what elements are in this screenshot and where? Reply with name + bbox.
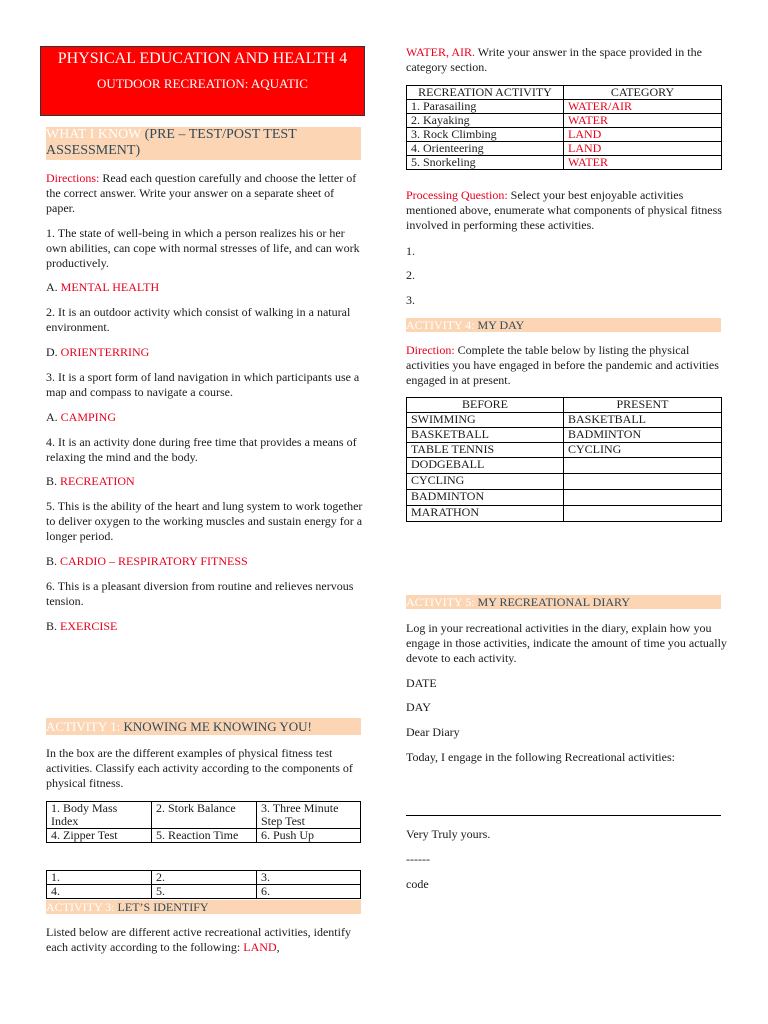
table-row (47, 802, 361, 829)
table-header-row (407, 398, 722, 413)
diary-writing-line[interactable] (406, 815, 721, 816)
comma: , (276, 940, 280, 954)
table-row (407, 428, 722, 443)
diary-dashes: ------ (406, 852, 430, 866)
answer-cell[interactable]: 2. (152, 871, 257, 885)
processing-item-3: 3. (406, 293, 415, 307)
before-cell: DODGEBALL (407, 458, 564, 474)
direction-label: Direction: (406, 343, 455, 357)
directions-text: Read each question carefully and choose the letter of the correct answer. Write your answer on a separate sheet of paper. (46, 171, 357, 215)
answer-3 (46, 410, 116, 425)
present-cell[interactable] (564, 506, 722, 522)
diary-today: Today, I engage in the following Recreational activities: (406, 750, 675, 764)
table-cell: 3. Three Minute Step Test (257, 802, 361, 829)
recreation-table (406, 85, 722, 170)
present-cell[interactable] (564, 490, 722, 506)
table-cell: 2. Stork Balance (152, 802, 257, 829)
answer-6 (46, 619, 117, 634)
page-subtitle: OUTDOOR RECREATION: AQUATIC (97, 76, 308, 91)
activity-5-title: MY RECREATIONAL DIARY (477, 595, 630, 609)
category-cell[interactable]: LAND (564, 128, 722, 142)
table-row (407, 100, 722, 114)
table-row (407, 413, 722, 428)
answer-text: EXERCISE (60, 619, 118, 633)
before-cell: TABLE TENNIS (407, 443, 564, 458)
table-cell: 6. Push Up (257, 829, 361, 843)
activity-1-label: ACTIVITY 1: (46, 719, 124, 734)
activity-5-text: Log in your recreational activities in the diary, explain how you engage in those activities, indicate the amount of time you actually devote to each activity. (406, 621, 727, 665)
direction-text: Complete the table below by listing the physical activities you have engaged in before the pandemic and activities engaged in at present. (406, 343, 719, 387)
activity-3-text (46, 925, 364, 955)
answer-5 (46, 554, 248, 569)
present-cell[interactable] (564, 474, 722, 490)
activity-4-label: ACTIVITY 4: (406, 318, 478, 332)
answer-letter: B. (46, 619, 61, 633)
land-keyword: LAND (243, 940, 277, 954)
category-cell[interactable]: LAND (564, 142, 722, 156)
answer-letter: A. (46, 410, 61, 424)
activity-3-title: LET’S IDENTIFY (117, 900, 209, 914)
answer-cell[interactable]: 3. (257, 871, 361, 885)
category-cell[interactable]: WATER (564, 156, 722, 170)
question-1: 1. The state of well-being in which a person realizes his or her own abilities, can cope with normal stresses of life, and can work productively. (46, 226, 360, 270)
answer-text: MENTAL HEALTH (60, 280, 160, 294)
answer-cell[interactable]: 5. (152, 885, 257, 899)
answer-letter: A. (46, 280, 61, 294)
activity-cell: 1. Parasailing (407, 100, 564, 114)
activity-1-title: KNOWING ME KNOWING YOU! (123, 719, 312, 734)
table-row (407, 142, 722, 156)
processing-item-2: 2. (406, 268, 415, 282)
diary-greeting: Dear Diary (406, 725, 460, 739)
answer-text: RECREATION (60, 474, 135, 488)
activity-cell: 3. Rock Climbing (407, 128, 564, 142)
table-header-row (407, 86, 722, 100)
table-row (407, 506, 722, 522)
answer-letter: B. (46, 474, 61, 488)
table-row (407, 474, 722, 490)
activity-4-direction (406, 343, 728, 388)
activity-cell: 4. Orienteering (407, 142, 564, 156)
activity-5-header (406, 595, 721, 609)
table-cell: 4. Zipper Test (47, 829, 152, 843)
fitness-test-table (46, 801, 361, 843)
activity-cell: 2. Kayaking (407, 114, 564, 128)
question-2: 2. It is an outdoor activity which consist of walking in a natural environment. (46, 305, 351, 334)
activity-4-title: MY DAY (477, 318, 525, 332)
answer-text: ORIENTERRING (60, 345, 150, 359)
present-cell[interactable]: BADMINTON (564, 428, 722, 443)
diary-date: DATE (406, 676, 437, 690)
table-cell: 5. Reaction Time (152, 829, 257, 843)
before-cell: MARATHON (407, 506, 564, 522)
activity-3-label: ACTIVITY 3: (46, 900, 118, 914)
answer-cell[interactable]: 4. (47, 885, 152, 899)
table-row (407, 114, 722, 128)
activity-1-header (46, 718, 361, 735)
question-6: 6. This is a pleasant diversion from routine and relieves nervous tension. (46, 579, 354, 608)
table-cell: 1. Body Mass Index (47, 802, 152, 829)
question-3: 3. It is a sport form of land navigation in which participants use a map and compass to navigate a course. (46, 370, 360, 399)
before-cell: SWIMMING (407, 413, 564, 428)
table-row (47, 829, 361, 843)
directions (46, 171, 364, 216)
present-cell[interactable]: CYCLING (564, 443, 722, 458)
water-air-keywords: WATER, AIR. (406, 45, 475, 59)
title-box (40, 46, 365, 116)
directions-label: Directions: (46, 171, 100, 185)
page-title: PHYSICAL EDUCATION AND HEALTH 4 (57, 50, 348, 67)
activity-3-header (46, 900, 361, 914)
header-recreation-activity: RECREATION ACTIVITY (407, 86, 564, 100)
table-row (47, 871, 361, 885)
table-row (407, 156, 722, 170)
question-5: 5. This is the ability of the heart and lung system to work together to deliver oxygen to the working muscles and sustain energy for a longer period. (46, 499, 363, 543)
activity-3-instruction: Listed below are different active recreational activities, identify each activity according to the following: (46, 925, 351, 954)
fitness-answer-table (46, 870, 361, 899)
answer-1 (46, 280, 159, 295)
before-cell: CYCLING (407, 474, 564, 490)
header-present: PRESENT (564, 398, 722, 413)
answer-cell[interactable]: 6. (257, 885, 361, 899)
activity-5-label: ACTIVITY 5: (406, 595, 478, 609)
category-cell[interactable]: WATER (564, 114, 722, 128)
present-cell[interactable]: BASKETBALL (564, 413, 722, 428)
processing-item-1: 1. (406, 244, 415, 258)
before-present-table (406, 397, 722, 522)
before-cell: BADMINTON (407, 490, 564, 506)
table-row (47, 885, 361, 899)
diary-day: DAY (406, 700, 431, 714)
table-row (407, 490, 722, 506)
answer-letter: D. (46, 345, 61, 359)
activity-3-instruction-cont: Write your answer in the space provided in the category section. (406, 45, 702, 74)
activity-1-text: In the box are the different examples of physical fitness test activities. Classify each activity according to the components of physical fitness. (46, 746, 353, 790)
activity-cell: 5. Snorkeling (407, 156, 564, 170)
what-i-know-label: WHAT I KNOW (46, 127, 145, 142)
answer-letter: B. (46, 554, 61, 568)
table-row (407, 443, 722, 458)
processing-question (406, 188, 728, 233)
answer-text: CARDIO – RESPIRATORY FITNESS (60, 554, 248, 568)
answer-cell[interactable]: 1. (47, 871, 152, 885)
processing-text: Select your best enjoyable activities mentioned above, enumerate what components of physical fitness involved in performing these activities. (406, 188, 722, 232)
answer-2 (46, 345, 149, 360)
question-4: 4. It is an activity done during free time that provides a means of relaxing the mind and the body. (46, 435, 357, 464)
activity-3-text-cont (406, 45, 728, 75)
processing-label: Processing Question: (406, 188, 508, 202)
before-cell: BASKETBALL (407, 428, 564, 443)
answer-text: CAMPING (60, 410, 117, 424)
what-i-know-header (46, 127, 361, 160)
assessment-label: (PRE – TEST/POST TEST ASSESSMENT) (46, 127, 297, 158)
table-row (407, 458, 722, 474)
present-cell[interactable] (564, 458, 722, 474)
activity-4-header (406, 318, 721, 332)
answer-4 (46, 474, 135, 489)
header-category: CATEGORY (564, 86, 722, 100)
header-before: BEFORE (407, 398, 564, 413)
diary-code: code (406, 877, 429, 891)
diary-closing: Very Truly yours. (406, 827, 491, 841)
table-row (407, 128, 722, 142)
category-cell[interactable]: WATER/AIR (564, 100, 722, 114)
